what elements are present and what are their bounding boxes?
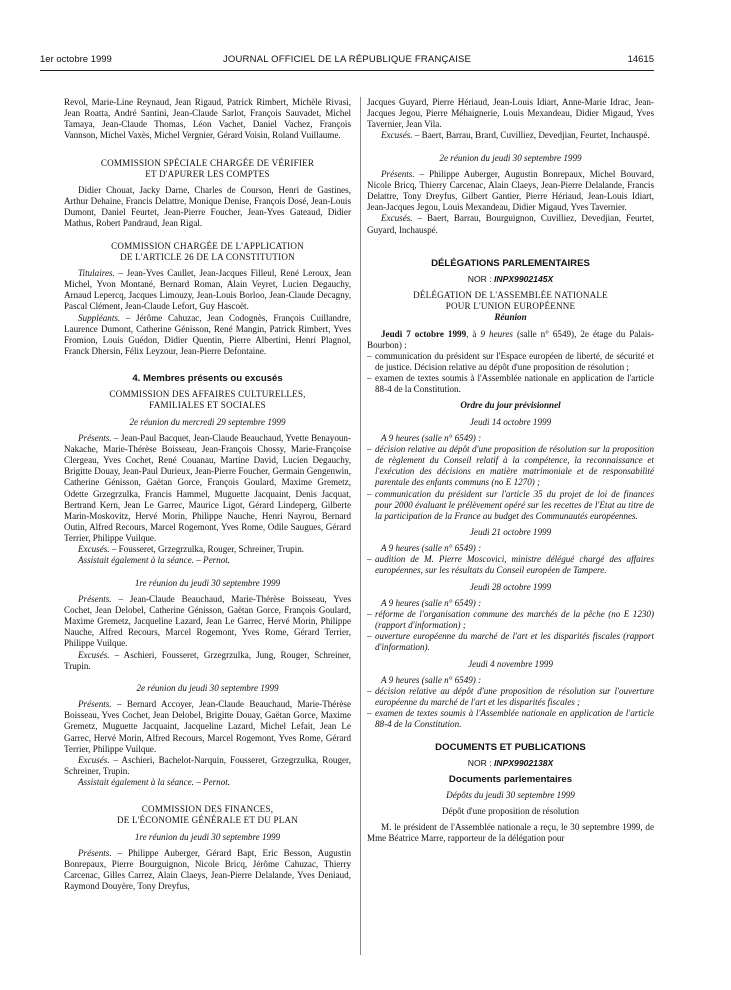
- commission-title: COMMISSION DES AFFAIRES CULTURELLES,: [109, 389, 306, 400]
- presents-paragraph: [64, 594, 351, 650]
- presents-label: Présents.: [78, 699, 112, 710]
- right-column: [367, 97, 654, 845]
- reunion-paragraph: [367, 329, 654, 351]
- titulaires-label: Titulaires.: [78, 267, 115, 278]
- list-item: – décision relative au dépôt d'une proposition de résolution sur la proposition de règlement du Conseil relatif à la compétence, la reconnaissance et l'exécution des décisions en matière matrimoniale et de responsabilité parentale des enfants communs (no E 1270) ;: [367, 444, 654, 489]
- presents-list: – Philippe Auberger, Augustin Bonrepaux, Michel Bouvard, Nicole Bricq, Thierry Carcenac, Alain Claeys, Jean-Pierre Delalande, Francis Delattre, Tony Dreyfus, Gilbert Gantier, Pierre Hériaud, Jean-Louis Idiart, Jean-Jacques Jegou, Louis Mexandeau, Didier Migaud, Yves Tavernier.: [367, 168, 654, 213]
- excuses-list: – Baert, Barrau, Bourguignon, Cuvilliez, Devedjian, Feurtet, Guyard, Inchauspé.: [367, 213, 654, 235]
- section-heading: 4. Membres présents ou excusés: [132, 373, 283, 385]
- meeting-date: 1re réunion du jeudi 30 septembre 1999: [134, 577, 281, 588]
- excuses-list: – Fousseret, Grzegrzulka, Rouger, Schreiner, Trupin.: [109, 544, 305, 555]
- header-date: 1er octobre 1999: [40, 54, 112, 65]
- agenda-date: Jeudi 4 novembre 1999: [468, 658, 553, 669]
- meeting-date: 1re réunion du jeudi 30 septembre 1999: [134, 831, 281, 842]
- deposit-type: Dépôt d'une proposition de résolution: [441, 806, 579, 817]
- suppleants-list: – Jérôme Cahuzac, Jean Codognès, François Cuillandre, Laurence Dumont, Catherine Génisson, René Mangin, Patrick Rimbert, Yves Fromion, Louis Guédon, Didier Quentin, Pierre Albertini, Henri Plagnol, Franck Dhersin, Félix Leyzour, Jean-Pierre Defontaine.: [64, 312, 351, 356]
- nor-label: NOR :: [467, 273, 494, 284]
- reunion-date: Jeudi 7 octobre 1999: [381, 328, 467, 339]
- subsection-heading: Documents parlementaires: [448, 773, 573, 785]
- delegation-title: DÉLÉGATION DE L'ASSEMBLÉE NATIONALE: [413, 290, 608, 301]
- presents-list: – Bernard Accoyer, Jean-Claude Beauchaud, Marie-Thérèse Boisseau, Yves Cochet, Jean Delobel, Brigitte Douay, Gaëtan Gorce, Maxime Gremetz, Muguette Jacquaint, Jacqueline Lazard, Michel Lefait, Jean Le Garrec, Hervé Morin, Alfred Recours, Marcel Rogemont, Yves Rome, Gérard Terrier, Philippe Vuilque.: [64, 699, 351, 754]
- agenda-time: A 9 heures (salle n° 6549) :: [381, 597, 482, 608]
- titulaires-list: – Jean-Yves Caullet, Jean-Jacques Filleul, René Leroux, Jean Michel, Yvon Montané, Bernard Roman, Alain Veyret, Lucien Degauchy, Arnaud Lepercq, Jacques Limouzy, Jean-Louis Borloo, Jean-Claude Decagny, Pascal Clément, Jean-Claude Lefort, Guy Hascoët.: [64, 267, 351, 312]
- list-item: – examen de textes soumis à l'Assemblée nationale en application de l'article 88-4 de la Constitution.: [367, 373, 654, 395]
- list-item: – audition de M. Pierre Moscovici, ministre délégué chargé des affaires européennes, sur les résultats du Conseil européen de Tampere.: [367, 554, 654, 576]
- reunion-text: (salle n° 6549), 2e étage du Palais-Bourbon) :: [367, 328, 655, 350]
- reunion-heading: Réunion: [494, 312, 527, 323]
- titulaires-paragraph: [64, 268, 351, 313]
- member-list: Didier Chouat, Jacky Darne, Charles de Courson, Henri de Gastines, Arthur Dehaine, Francis Delattre, Monique Denise, François Dosé, Jean-Louis Dumont, Daniel Feurtet, Jean-Pierre Foucher, Jean-Yves Gateaud, Didier Mathus, Robert Pandraud, Jean Rigal.: [64, 184, 351, 229]
- delegation-title: POUR L'UNION EUROPÉENNE: [445, 301, 576, 312]
- list-item: – réforme de l'organisation commune des marchés de la pêche (no E 1230) (rapport d'information) ;: [367, 609, 654, 631]
- list-item: – décision relative au dépôt d'une proposition de résolution sur l'ouverture européenne du marché de l'art et les disparités fiscales ;: [367, 686, 654, 708]
- commission-title: DE L'ARTICLE 26 DE LA CONSTITUTION: [120, 251, 295, 262]
- presents-label: Présents.: [381, 168, 415, 179]
- excuses-paragraph: [64, 650, 351, 672]
- presents-list: – Jean-Claude Beauchaud, Marie-Thérèse Boisseau, Yves Cochet, Jean Delobel, Catherine Génisson, Gaëtan Gorce, François Goulard, Maxime Gremetz, Jacqueline Lazard, Jean Le Garrec, Hervé Morin, Philippe Nauche, Alfred Recours, Marcel Rogemont, Yves Rome, Gérard Terrier, Philippe Vuilque.: [64, 593, 351, 649]
- presents-label: Présents.: [78, 593, 112, 604]
- section-heading: DÉLÉGATIONS PARLEMENTAIRES: [431, 257, 590, 269]
- agenda-time: A 9 heures (salle n° 6549) :: [381, 674, 482, 685]
- header-journal-title: JOURNAL OFFICIEL DE LA RÉPUBLIQUE FRANÇAISE: [222, 54, 472, 65]
- member-list-continued: Jacques Guyard, Pierre Hériaud, Jean-Louis Idiart, Anne-Marie Idrac, Jean-Jacques Jegou, Pierre Méhaignerie, Louis Mexandeau, Didier Migaud, Yves Tavernier, Jean Vila.: [367, 97, 654, 130]
- left-column: [64, 97, 351, 892]
- section-heading: DOCUMENTS ET PUBLICATIONS: [435, 741, 586, 753]
- agenda-time: A 9 heures (salle n° 6549) :: [381, 543, 482, 554]
- nor-label: NOR :: [467, 757, 494, 768]
- agenda-time: A 9 heures (salle n° 6549) :: [381, 432, 482, 443]
- presents-paragraph: [367, 169, 654, 214]
- presents-label: Présents.: [78, 847, 112, 858]
- deposit-text: M. le président de l'Assemblée nationale a reçu, le 30 septembre 1999, de Mme Béatrice Marre, rapporteur de la délégation pour: [367, 822, 654, 844]
- excuses-list: – Aschieri, Bachelot-Narquin, Fousseret, Grzegrzulka, Rouger, Schreiner, Trupin.: [64, 754, 351, 776]
- presents-list: – Philippe Auberger, Gérard Bapt, Eric Besson, Augustin Bonrepaux, Pierre Bourguignon, Nicole Bricq, Jérôme Cahuzac, Thierry Carcenac, Gilles Carrez, Alain Claeys, Jean-Pierre Delalande, Yves Deniaud, Raymond Douyère, Tony Dreyfus,: [64, 847, 351, 892]
- presents-list: – Jean-Paul Bacquet, Jean-Claude Beauchaud, Yvette Benayoun-Nakache, Marie-Thérèse Boisseau, Jean-François Chossy, Marie-Françoise Clergeau, Yves Cochet, René Couanau, Martine David, Lucien Degauchy, Brigitte Douay, Jean-Paul Durieux, Jean-Pierre Foucher, Germain Gengenwin, Catherine Génisson, Gaëtan Gorce, François Goulard, Maxime Gremetz, Odette Grzegrzulka, Francis Hammel, Muguette Jacquaint, Denis Jacquat, Bertrand Kern, Jean Le Garrec, Maurice Ligot, Gérard Lindeperg, Gilberte Marin-Moskovitz, Hervé Morin, Philippe Nauche, Henri Nayrou, Bernard Outin, Alfred Recours, Marcel Rogemont, Yves Rome, Odile Saugues, Gérard Terrier, Philippe Vuilque.: [64, 432, 351, 544]
- presents-paragraph: [64, 433, 351, 545]
- excuses-list: – Baert, Barrau, Brard, Cuvilliez, Devedjian, Feurtet, Inchauspé.: [412, 130, 650, 141]
- agenda-date: Jeudi 28 octobre 1999: [469, 581, 552, 592]
- list-item: – communication du président sur l'article 35 du projet de loi de finances pour 2000 évaluant le prélèvement opéré sur les recettes de l'Etat au titre de la participation de la France au budget des Communautés européennes.: [367, 489, 654, 522]
- commission-title: COMMISSION SPÉCIALE CHARGÉE DE VÉRIFIER: [100, 157, 315, 168]
- list-item: – examen de textes soumis à l'Assemblée nationale en application de l'article 88-4 de la Constitution.: [367, 708, 654, 730]
- agenda-heading: Ordre du jour prévisionnel: [460, 400, 561, 411]
- member-list-continued: Revol, Marie-Line Reynaud, Jean Rigaud, Patrick Rimbert, Michèle Rivasi, Jean Roatta, André Santini, Jean-Claude Sarlot, François Sauvadet, Michel Tamaya, Jean-Claude Thomas, Léon Vachet, Daniel Vachez, François Vannson, Michel Vaxès, Michel Vergnier, Gérard Voisin, Roland Vuillaume.: [64, 97, 351, 141]
- assistait-line: Assistait également à la séance. – Pernot.: [78, 777, 231, 788]
- meeting-date: 2e réunion du mercredi 29 septembre 1999: [129, 416, 286, 427]
- meeting-date: 2e réunion du jeudi 30 septembre 1999: [439, 152, 582, 163]
- presents-paragraph: [64, 848, 351, 893]
- excuses-label: Excusés.: [78, 544, 110, 555]
- excuses-paragraph: [64, 755, 351, 777]
- commission-title: ET D'APURER LES COMPTES: [145, 168, 270, 179]
- nor-code: INPX9902138X: [494, 757, 554, 768]
- header-page-number: 14615: [627, 54, 654, 65]
- presents-paragraph: [64, 699, 351, 755]
- list-item: – communication du président sur l'Espace européen de liberté, de sécurité et de justice. Décision relative au dépôt d'une proposition de résolution ;: [367, 351, 654, 373]
- excuses-label: Excusés.: [78, 754, 110, 765]
- agenda-list: [367, 609, 654, 654]
- excuses-list: – Aschieri, Fousseret, Grzegrzulka, Jung, Rouger, Schreiner, Trupin.: [64, 649, 351, 671]
- list-item: – ouverture européenne du marché de l'art et les disparités fiscales (rapport d'information).: [367, 631, 654, 653]
- commission-title: COMMISSION DES FINANCES,: [141, 804, 274, 815]
- excuses-label: Excusés.: [381, 130, 413, 141]
- header-rule: [40, 70, 654, 71]
- page-header: [40, 54, 654, 68]
- excuses-paragraph: [64, 544, 351, 555]
- deposit-date: Dépôts du jeudi 30 septembre 1999: [446, 789, 575, 800]
- meeting-date: 2e réunion du jeudi 30 septembre 1999: [136, 682, 279, 693]
- commission-title: COMMISSION CHARGÉE DE L'APPLICATION: [111, 240, 304, 251]
- agenda-date: Jeudi 14 octobre 1999: [469, 416, 552, 427]
- agenda-list: [367, 554, 654, 576]
- assistait-line: Assistait également à la séance. – Pernot.: [78, 555, 231, 566]
- agenda-list: [367, 686, 654, 731]
- excuses-paragraph: [367, 130, 654, 141]
- suppleants-label: Suppléants.: [78, 312, 121, 323]
- nor-reference: [367, 758, 654, 769]
- excuses-label: Excusés.: [78, 649, 110, 660]
- nor-reference: [367, 274, 654, 285]
- reunion-text: , à: [466, 328, 481, 339]
- column-separator: [360, 97, 361, 955]
- suppleants-paragraph: [64, 313, 351, 358]
- commission-title: FAMILIALES ET SOCIALES: [149, 400, 266, 411]
- reunion-list: [367, 351, 654, 396]
- excuses-paragraph: [367, 213, 654, 235]
- excuses-label: Excusés.: [381, 213, 413, 224]
- commission-title: DE L'ÉCONOMIE GÉNÉRALE ET DU PLAN: [116, 815, 299, 826]
- agenda-date: Jeudi 21 octobre 1999: [469, 527, 552, 537]
- presents-label: Présents.: [78, 432, 112, 443]
- reunion-time: 9 heures: [480, 328, 513, 339]
- nor-code: INPX9902145X: [494, 273, 554, 284]
- agenda-list: [367, 444, 654, 522]
